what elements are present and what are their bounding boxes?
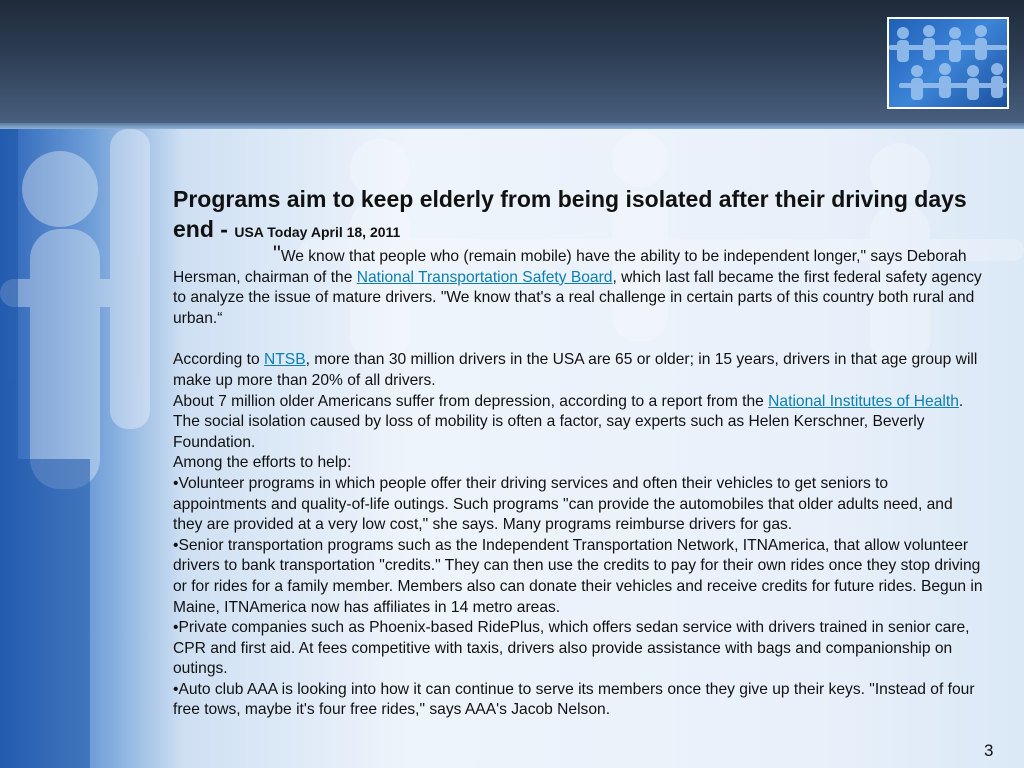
article bbox=[173, 184, 983, 721]
bullet-senior-transportation: •Senior transportation programs such as the Independent Transportation Network, ITNAmerica, that allow volunteer drivers to bank transportation "credits." They can then use the credits to pay for their own rides once they stop driving or for rides for a family member. Members also can donate their vehicles and receive credits for future rides. Begun in Maine, ITNAmerica now has affiliates in 14 metro areas. bbox=[173, 536, 983, 616]
p2-text-a: According to bbox=[173, 351, 265, 369]
paragraph-hersman-quote bbox=[173, 241, 983, 329]
paragraph-efforts-intro: Among the efforts to help: bbox=[173, 454, 352, 472]
people-chain-icon bbox=[889, 19, 1007, 107]
p1-text-b: , which last fall became the first federal safety agency to analyze the issue of mature drivers. "We know that's a real challenge in certain parts of this country both rural and urban.“ bbox=[173, 268, 982, 327]
p1-text-a: We know that people who (remain mobile) have the ability to be independent longer," says Deborah Hersman, chairman of the bbox=[173, 248, 967, 286]
title-bar bbox=[0, 0, 1024, 129]
link-ntsb-board[interactable]: National Transportation Safety Board bbox=[356, 268, 613, 286]
link-nih[interactable]: National Institutes of Health bbox=[768, 392, 959, 410]
article-title bbox=[173, 184, 983, 247]
paragraph-ntsb-stats bbox=[173, 350, 983, 391]
paragraph-depression bbox=[173, 392, 983, 454]
bullet-volunteer-programs: •Volunteer programs in which people offer their driving services and often their vehicles to get seniors to appointments and quality-of-life outings. Such programs "can provide the automobiles that older adults need, and they are provided at a very low cost," she says. Many programs reimburse drivers for gas. bbox=[173, 474, 953, 534]
p2-text-b: , more than 30 million drivers in the USA are 65 or older; in 15 years, drivers in that age group will make up more than 20% of all drivers. bbox=[173, 351, 978, 389]
p3-text-a: About 7 million older Americans suffer from depression, according to a report from the bbox=[173, 392, 769, 410]
article-title-text: Programs aim to keep elderly from being isolated after their driving days end - bbox=[173, 186, 967, 242]
p3-text-b: . The social isolation caused by loss of mobility is often a factor, say experts such as Helen Kerschner, Beverly Foundation. bbox=[173, 392, 964, 451]
paragraph-gap bbox=[173, 329, 983, 350]
paper-people-chain-image bbox=[887, 17, 1009, 109]
article-source: USA Today April 18, 2011 bbox=[234, 224, 401, 240]
quote-mark: " bbox=[273, 241, 281, 266]
bullet-auto-club: •Auto club AAA is looking into how it can continue to serve its members once they give up their keys. "Instead of four free tows, maybe it's four free rides," says AAA's Jacob Nelson. bbox=[173, 680, 975, 719]
link-ntsb[interactable]: NTSB bbox=[264, 351, 306, 369]
page-number: 3 bbox=[984, 741, 994, 760]
bullet-private-companies: •Private companies such as Phoenix-based RidePlus, which offers sedan service with drivers trained in senior care, CPR and first aid. At fees competitive with taxis, drivers also provide assistance with bags and companionship on outings. bbox=[173, 619, 970, 678]
